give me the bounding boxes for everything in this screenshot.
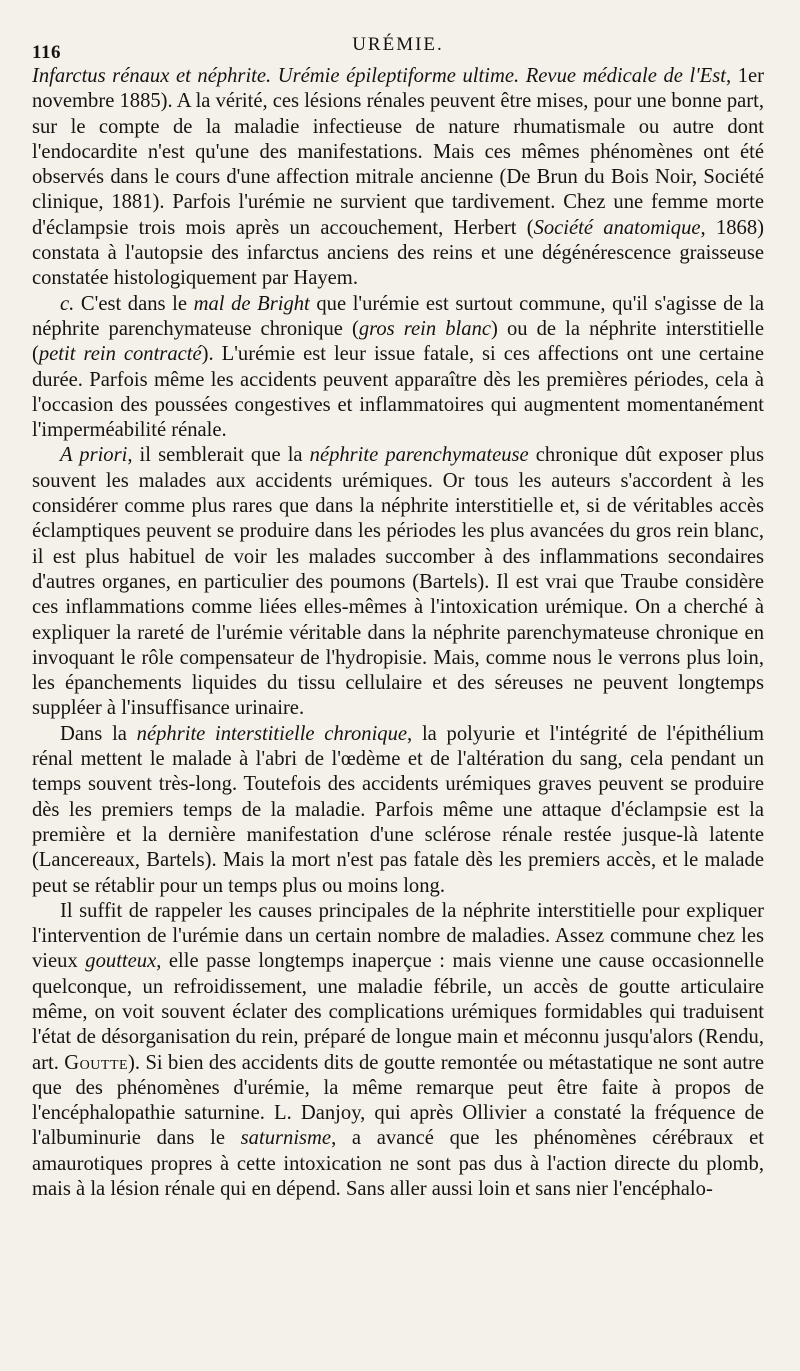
paragraph [32, 722, 764, 899]
italic-text: petit rein contracté [38, 343, 202, 366]
text-run: , la polyurie et l'intégrité de l'épithélium rénal mettent le malade à l'abri de l'œdème et de l'altération du sang, cela pendant un temps souvent très-long. Toutefois des accidents urémiques graves peuvent se produire dès les premiers temps de la maladie. Parfois même une attaque d'éclampsie est la première et la dernière manifestation d'une sclérose rénale restée jusque-là latente (Lancereaux, Bartels). Mais la mort n'est pas fatale dès les premiers accès, et le malade peut se rétablir pour un temps plus ou moins long. [32, 722, 764, 897]
text-run: C'est dans le [80, 292, 194, 315]
text-run: que l'urémie est surtout commune, qu'il s'agisse de la néphrite parenchymateuse chronique ( [32, 292, 764, 340]
body-text [32, 64, 764, 1202]
text-run: , il semblerait que la [127, 444, 310, 467]
paragraph [32, 292, 764, 444]
text-run: , a avancé que les phénomènes cérébraux et amaurotiques propres à cette intoxication ne sont pas dus à l'action directe du plomb, mais à la lésion rénale qui en dépend. Sans aller aussi loin et sans nier l'encéphalo- [32, 1127, 764, 1201]
italic-text: mal de Bright [193, 292, 310, 315]
page-header [32, 30, 764, 64]
paragraph [32, 64, 764, 292]
text-run: Il suffit de rappeler les causes principales de la néphrite interstitielle pour expliquer l'intervention de l'urémie dans un certain nombre de maladies. Assez commune chez les vieux [32, 899, 764, 973]
small-caps-text: Goutte [64, 1051, 129, 1074]
italic-text: c. [60, 292, 81, 315]
text-run: 1er novembre 1885). A la vérité, ces lésions rénales peuvent être mises, pour une bonne part, sur le compte de la maladie infectieuse de nature rhumatismale ou autre dont l'endocardite n'est qu'une des manifestations. Mais ces mêmes phénomènes ont été observés dans le cours d'une affection mitrale ancienne (De Brun du Bois Noir, Société clinique, 1881). Parfois l'urémie ne survient que tardivement. Chez une femme morte d'éclampsie trois mois après un accouchement, Herbert ( [32, 65, 765, 239]
italic-text: néphrite parenchymateuse [309, 444, 529, 467]
text-run: ). Si bien des accidents dits de goutte remontée ou métastatique ne sont autre que des phénomènes d'urémie, la même remarque peut être faite à propos de l'encéphalopathie saturnine. L. Danjoy, qui après Ollivier a constaté la fréquence de l'albuminurie dans le [32, 1051, 764, 1150]
running-title: URÉMIE. [352, 34, 444, 55]
text-run: , elle passe longtemps inaperçue : mais vienne une cause occasionnelle quelconque, un refroidissement, une maladie fébrile, un accès de goutte articulaire même, on voit souvent éclater des complications urémiques formidables qui traduisent l'état de désorganisation du rein, préparé de longue main et méconnu jusqu'alors (Rendu, art. [32, 950, 764, 1074]
italic-text: saturnisme [240, 1127, 332, 1150]
italic-text: A priori [60, 444, 128, 467]
paragraph [32, 443, 764, 721]
text-run: ) ou de la néphrite interstitielle ( [32, 317, 764, 366]
italic-text: gros rein blanc [358, 317, 492, 340]
paragraph [32, 899, 764, 1203]
text-run: Dans la [60, 722, 137, 745]
italic-text: Infarctus rénaux et néphrite. Urémie épileptiforme ultime. Revue médicale de l'Est, [32, 65, 738, 87]
text-run: ). L'urémie est leur issue fatale, si ces affections ont une certaine durée. Parfois même les accidents peuvent apparaître dès les premières périodes, cela à l'occasion des poussées congestives et inflammatoires qui augmentent momentanément l'imperméabilité rénale. [32, 343, 764, 442]
page-number: 116 [32, 42, 61, 63]
italic-text: Société anatomique [533, 216, 701, 239]
text-run: , 1868) constata à l'autopsie des infarctus anciens des reins et une dégénérescence graisseuse constatée histologiquement par Hayem. [32, 216, 764, 290]
text-run: chronique dût exposer plus souvent les malades aux accidents urémiques. Or tous les auteurs s'accordent à les considérer comme plus rares que dans la néphrite interstitielle et, si de véritables accès éclamptiques peuvent se produire dans les périodes les plus avancées du gros rein blanc, il est plus habituel de voir les malades succomber à des inflammations secondaires d'autres organes, en particulier des poumons (Bartels). Il est vrai que Traube considère ces inflammations comme liées elles-mêmes à l'intoxication urémique. On a cherché à expliquer la rareté de l'urémie véritable dans la néphrite parenchymateuse chronique en invoquant le rôle compensateur de l'hydropisie. Mais, comme nous le verrons plus loin, les épanchements liquides du tissu cellulaire et des séreuses ne peuvent longtemps suppléer à l'insuffisance urinaire. [32, 444, 764, 720]
italic-text: goutteux [85, 950, 157, 973]
italic-text: néphrite interstitielle chronique [136, 722, 408, 745]
